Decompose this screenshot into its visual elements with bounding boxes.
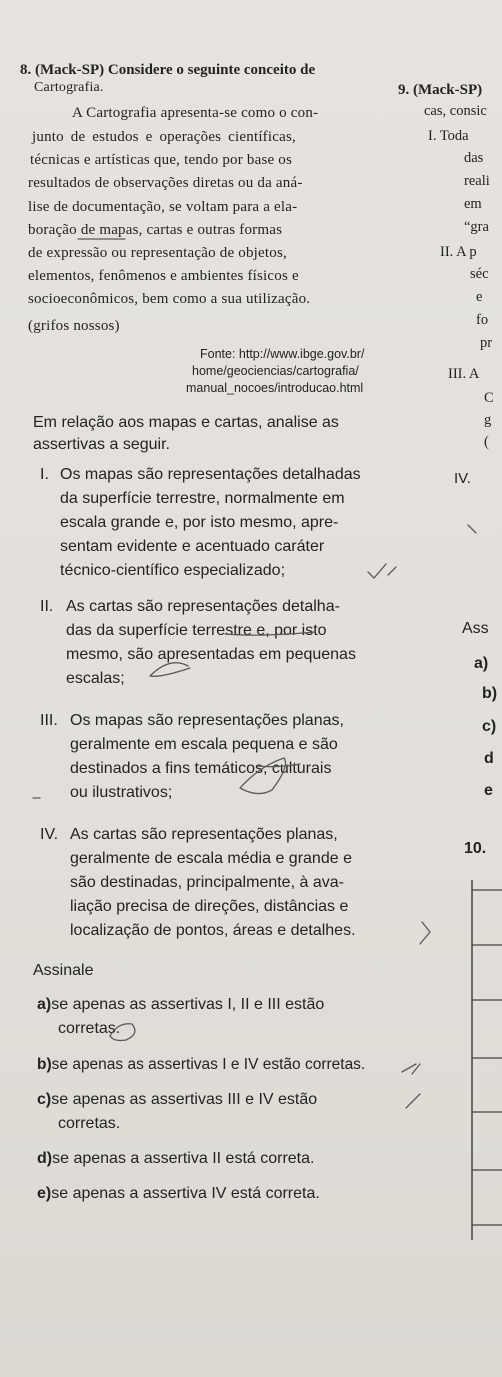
right-fragment: IV.	[454, 470, 471, 487]
right-fragment: e	[476, 289, 483, 305]
prompt-line: Em relação aos mapas e cartas, analise as	[33, 414, 339, 431]
right-fragment: séc	[470, 266, 489, 282]
right-fragment: (	[484, 434, 489, 450]
assertion-numeral: I.	[40, 466, 49, 483]
assertion-line: geralmente de escala média e grande e	[70, 850, 352, 867]
right-fragment: a)	[474, 655, 489, 672]
quote-line: boração de mapas, cartas e outras formas	[28, 222, 283, 238]
quote-line: elementos, fenômenos e ambientes físicos e	[28, 268, 299, 284]
quote-line: de expressão ou representação de objetos,	[28, 245, 287, 261]
grifos-note: (grifos nossos)	[28, 318, 120, 334]
prompt-line: assertivas a seguir.	[33, 436, 170, 453]
option-text: se apenas a assertiva IV está correta.	[51, 1185, 320, 1202]
assertion-line: da superfície terrestre, normalmente em	[60, 490, 345, 507]
source-line: Fonte: http://www.ibge.gov.br/	[200, 347, 365, 361]
right-fragment: c)	[482, 718, 497, 735]
assinale-label: Assinale	[33, 962, 94, 979]
question-8-header-line2: Cartografia.	[34, 80, 104, 95]
assertion-line: sentam evidente e acentuado caráter	[60, 538, 325, 555]
question-10-header: 10.	[464, 840, 487, 857]
right-fragment: pr	[480, 335, 493, 351]
assertion-numeral: IV.	[40, 826, 59, 843]
right-fragment: reali	[464, 173, 490, 189]
option-text: se apenas a assertiva II está correta.	[52, 1150, 315, 1167]
option-letter: c)	[37, 1091, 52, 1108]
option-letter: a)	[37, 996, 52, 1013]
assertion-numeral: II.	[40, 598, 54, 615]
assertion-line: localização de pontos, áreas e detalhes.	[70, 922, 356, 939]
assertion-line: técnico-científico especializado;	[60, 562, 286, 579]
option-letter: b)	[37, 1056, 52, 1073]
right-fragment: em	[464, 196, 482, 212]
assertion-line: liação precisa de direções, distâncias e	[70, 898, 349, 915]
right-fragment: cas, consic	[424, 103, 487, 119]
quote-line: A Cartografia apresenta-se como o con-	[72, 105, 319, 121]
assertion-line: destinados a fins temáticos, culturais	[70, 760, 332, 777]
source-line: manual_nocoes/introducao.html	[186, 381, 364, 395]
quote-line: resultados de observações diretas ou da aná-	[28, 175, 303, 191]
option-letter: e)	[37, 1185, 52, 1202]
quote-line: técnicas e artísticas que, tendo por base os	[30, 152, 293, 168]
assertion-line: escala grande e, por isto mesmo, apre-	[60, 514, 339, 531]
question-9-header: 9. (Mack-SP)	[398, 82, 483, 98]
quote-line: junto de estudos e operações científicas,	[32, 129, 296, 145]
right-fragment: fo	[476, 312, 489, 328]
right-fragment: Ass	[462, 620, 489, 637]
option-letter: d)	[37, 1150, 53, 1167]
option-text: se apenas as assertivas I, II e III estão	[51, 996, 325, 1013]
assertion-line: geralmente em escala pequena e são	[70, 736, 338, 753]
right-fragment: e	[484, 782, 493, 799]
right-fragment: C	[484, 390, 494, 406]
assertion-line: mesmo, são apresentadas em pequenas	[66, 646, 356, 663]
assertion-line: Os mapas são representações detalhadas	[60, 466, 361, 483]
right-fragment: g	[484, 412, 492, 428]
assertion-numeral: III.	[40, 712, 58, 729]
right-fragment: III. A	[448, 366, 480, 382]
assertion-line: são destinadas, principalmente, à ava-	[70, 874, 344, 891]
assertion-line: Os mapas são representações planas,	[70, 712, 344, 729]
right-fragment: “gra	[464, 219, 489, 235]
right-fragment: b)	[482, 685, 498, 702]
option-a-continuation: corretas.	[58, 1020, 121, 1037]
option-text: se apenas as assertivas III e IV estão	[51, 1091, 318, 1108]
assertion-line: escalas;	[66, 670, 125, 687]
question-8-header: 8. (Mack-SP) Considere o seguinte conceito de	[20, 62, 316, 78]
assertion-line: As cartas são representações planas,	[70, 826, 338, 843]
assertion-line: ou ilustrativos;	[70, 784, 173, 801]
assertion-line: das da superfície terrestre e, por isto	[66, 622, 327, 639]
option-text: se apenas as assertivas I e IV estão corretas.	[51, 1056, 366, 1073]
assertion-line: As cartas são representações detalha-	[66, 598, 340, 615]
right-fragment: das	[464, 150, 484, 166]
option-c-continuation: corretas.	[58, 1115, 121, 1132]
right-fragment: I. Toda	[428, 128, 469, 144]
quote-line: socioeconômicos, bem como a sua utilização.	[28, 291, 311, 307]
right-fragment: II. A p	[440, 244, 477, 260]
quote-line: lise de documentação, se voltam para a ela-	[28, 199, 298, 215]
right-fragment: d	[484, 750, 494, 767]
source-line: home/geociencias/cartografia/	[192, 364, 359, 378]
